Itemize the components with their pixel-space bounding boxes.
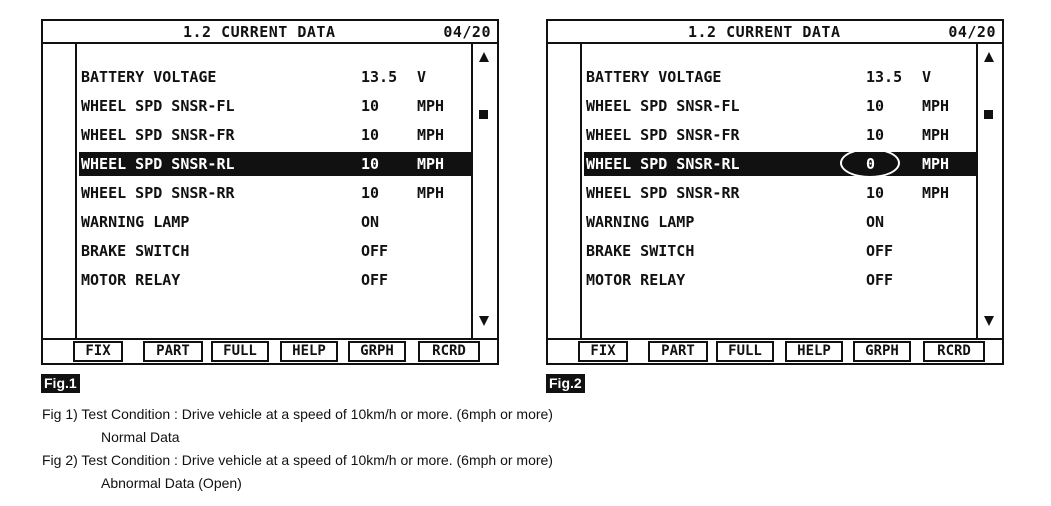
full-button[interactable]: FULL bbox=[716, 341, 774, 362]
parameter-value: 0 bbox=[866, 155, 876, 173]
parameter-value: OFF bbox=[866, 271, 894, 289]
parameter-name: BRAKE SWITCH bbox=[586, 242, 695, 260]
grph-button[interactable]: GRPH bbox=[853, 341, 911, 362]
parameter-value: OFF bbox=[361, 242, 389, 260]
parameter-name: WHEEL SPD SNSR-FR bbox=[81, 126, 235, 144]
grph-button[interactable]: GRPH bbox=[348, 341, 406, 362]
parameter-value: 10 bbox=[361, 126, 380, 144]
data-row[interactable] bbox=[79, 239, 471, 263]
parameter-value: 10 bbox=[361, 97, 380, 115]
screen-title: 1.2 CURRENT DATA bbox=[183, 23, 336, 41]
parameter-value: OFF bbox=[866, 242, 894, 260]
parameter-unit: V bbox=[922, 68, 932, 86]
parameter-value: ON bbox=[866, 213, 885, 231]
data-row[interactable] bbox=[79, 94, 471, 118]
parameter-unit: MPH bbox=[922, 184, 950, 202]
triangle-up-icon[interactable] bbox=[984, 52, 994, 62]
data-row-selected[interactable] bbox=[584, 152, 976, 176]
parameter-name: WHEEL SPD SNSR-RR bbox=[81, 184, 235, 202]
title-bar bbox=[43, 21, 497, 44]
figure-label-1: Fig.1 bbox=[41, 374, 80, 393]
scan-tool-screen-fig2 bbox=[546, 19, 1004, 365]
parameter-value: 10 bbox=[361, 184, 380, 202]
parameter-name: WHEEL SPD SNSR-FR bbox=[586, 126, 740, 144]
caption-fig2-condition: Fig 2) Test Condition : Drive vehicle at a speed of 10km/h or more. (6mph or more) bbox=[42, 452, 553, 468]
parameter-value: 10 bbox=[866, 97, 885, 115]
figure-label-2: Fig.2 bbox=[546, 374, 585, 393]
data-list bbox=[580, 44, 978, 339]
parameter-unit: MPH bbox=[417, 126, 445, 144]
function-key-bar bbox=[548, 338, 1002, 363]
parameter-value: 13.5 bbox=[866, 68, 903, 86]
parameter-name: WHEEL SPD SNSR-RR bbox=[586, 184, 740, 202]
rcrd-button[interactable]: RCRD bbox=[418, 341, 480, 362]
screen-title: 1.2 CURRENT DATA bbox=[688, 23, 841, 41]
help-button[interactable]: HELP bbox=[280, 341, 338, 362]
triangle-down-icon[interactable] bbox=[984, 316, 994, 326]
triangle-down-icon[interactable] bbox=[479, 316, 489, 326]
scrollbar[interactable] bbox=[471, 44, 497, 339]
part-button[interactable]: PART bbox=[143, 341, 203, 362]
data-row[interactable] bbox=[584, 210, 976, 234]
page-indicator: 04/20 bbox=[443, 23, 491, 41]
parameter-unit: MPH bbox=[922, 126, 950, 144]
title-bar bbox=[548, 21, 1002, 44]
parameter-value: 10 bbox=[866, 184, 885, 202]
data-row[interactable] bbox=[584, 239, 976, 263]
caption-fig2-result: Abnormal Data (Open) bbox=[101, 475, 242, 491]
full-button[interactable]: FULL bbox=[211, 341, 269, 362]
page-indicator: 04/20 bbox=[948, 23, 996, 41]
help-button[interactable]: HELP bbox=[785, 341, 843, 362]
data-row[interactable] bbox=[584, 268, 976, 292]
fix-button[interactable]: FIX bbox=[73, 341, 123, 362]
data-list bbox=[75, 44, 473, 339]
parameter-name: BATTERY VOLTAGE bbox=[586, 68, 722, 86]
data-row[interactable] bbox=[79, 181, 471, 205]
caption-fig1-result: Normal Data bbox=[101, 429, 180, 445]
parameter-unit: MPH bbox=[922, 155, 950, 173]
data-row[interactable] bbox=[79, 210, 471, 234]
parameter-name: WHEEL SPD SNSR-RL bbox=[81, 155, 235, 173]
parameter-name: WARNING LAMP bbox=[81, 213, 190, 231]
triangle-up-icon[interactable] bbox=[479, 52, 489, 62]
parameter-value: 13.5 bbox=[361, 68, 398, 86]
function-key-bar bbox=[43, 338, 497, 363]
parameter-name: WHEEL SPD SNSR-FL bbox=[586, 97, 740, 115]
parameter-name: WHEEL SPD SNSR-RL bbox=[586, 155, 740, 173]
data-row[interactable] bbox=[584, 65, 976, 89]
parameter-name: MOTOR RELAY bbox=[81, 271, 181, 289]
fix-button[interactable]: FIX bbox=[578, 341, 628, 362]
parameter-name: MOTOR RELAY bbox=[586, 271, 686, 289]
data-row-selected[interactable] bbox=[79, 152, 471, 176]
parameter-unit: MPH bbox=[922, 97, 950, 115]
parameter-name: WARNING LAMP bbox=[586, 213, 695, 231]
parameter-name: BRAKE SWITCH bbox=[81, 242, 190, 260]
square-icon[interactable] bbox=[984, 110, 993, 119]
data-row[interactable] bbox=[584, 94, 976, 118]
parameter-value: 10 bbox=[361, 155, 380, 173]
part-button[interactable]: PART bbox=[648, 341, 708, 362]
parameter-unit: MPH bbox=[417, 97, 445, 115]
square-icon[interactable] bbox=[479, 110, 488, 119]
data-row[interactable] bbox=[79, 268, 471, 292]
data-row[interactable] bbox=[584, 123, 976, 147]
parameter-value: ON bbox=[361, 213, 380, 231]
parameter-unit: MPH bbox=[417, 184, 445, 202]
data-row[interactable] bbox=[79, 65, 471, 89]
data-row[interactable] bbox=[79, 123, 471, 147]
caption-fig1-condition: Fig 1) Test Condition : Drive vehicle at a speed of 10km/h or more. (6mph or more) bbox=[42, 406, 553, 422]
parameter-name: BATTERY VOLTAGE bbox=[81, 68, 217, 86]
scrollbar[interactable] bbox=[976, 44, 1002, 339]
parameter-name: WHEEL SPD SNSR-FL bbox=[81, 97, 235, 115]
scan-tool-screen-fig1 bbox=[41, 19, 499, 365]
parameter-unit: V bbox=[417, 68, 427, 86]
rcrd-button[interactable]: RCRD bbox=[923, 341, 985, 362]
data-row[interactable] bbox=[584, 181, 976, 205]
parameter-value: OFF bbox=[361, 271, 389, 289]
parameter-unit: MPH bbox=[417, 155, 445, 173]
parameter-value: 10 bbox=[866, 126, 885, 144]
